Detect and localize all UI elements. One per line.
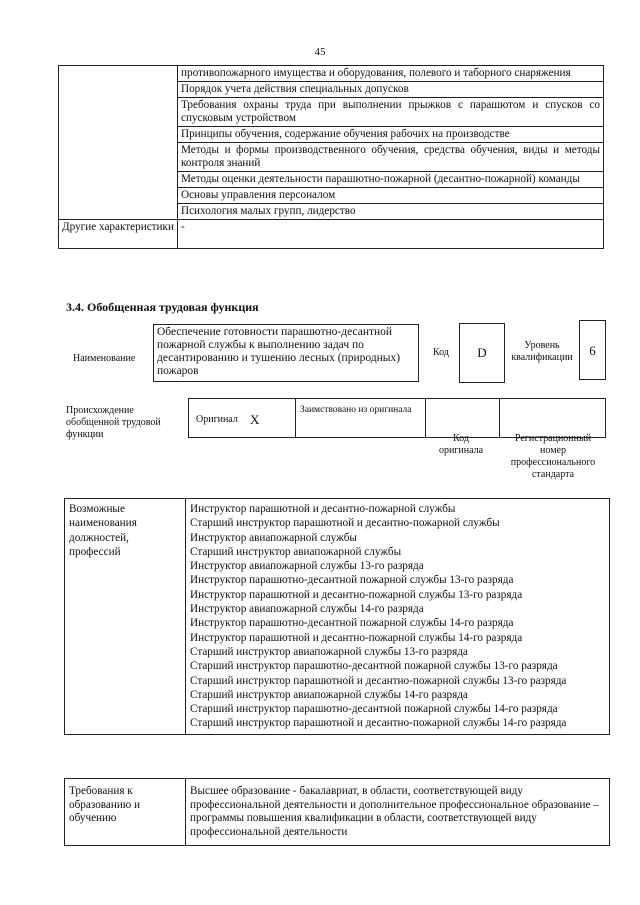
education-table [64, 778, 610, 846]
level-box [579, 320, 606, 380]
list-item: Инструктор парашютной и десантно-пожарной службы 14-го разряда [190, 631, 523, 644]
list-item: Старший инструктор авиапожарной службы 13-го разряда [190, 645, 468, 658]
other-characteristics-value: - [178, 220, 604, 249]
education-value: Высшее образование - бакалавриат, в области, соответствующей виду профессиональной деятельности и дополнительное профессиональное образование – программы повышения квалификации в области, соответствующей виду профессиональной деятельности [186, 779, 610, 846]
list-item: Старший инструктор парашютной и десантно-пожарной службы [190, 517, 500, 530]
registration-number-caption: Регистрационный номер профессионального стандарта [510, 433, 596, 480]
table-row: Принципы обучения, содержание обучения рабочих на производстве [178, 127, 604, 143]
table-row: противопожарного имущества и оборудования, полевого и таборного снаряжения [178, 66, 604, 82]
original-mark: X [250, 412, 260, 427]
divider [499, 398, 500, 438]
table-row: Порядок учета действия специальных допусков [178, 82, 604, 98]
table-row: Методы и формы производственного обучения, средства обучения, виды и методы контроля знаний [178, 143, 604, 172]
code-original-caption: Код оригинала [438, 433, 484, 456]
positions-label: Возможные наименования должностей, профессий [65, 499, 186, 735]
knowledge-table [58, 65, 604, 249]
list-item: Старший инструктор парашютной и десантно-пожарной службы 13-го разряда [190, 674, 567, 687]
original-label: Оригинал [196, 414, 238, 425]
table-row: Основы управления персоналом [178, 188, 604, 204]
origin-box [188, 398, 606, 438]
code-label: Код [433, 347, 449, 358]
list-item: Инструктор авиапожарной службы 14-го разряда [190, 603, 424, 616]
list-item: Инструктор парашютной и десантно-пожарной службы 13-го разряда [190, 588, 523, 601]
name-label: Наименование [73, 353, 136, 364]
list-item: Инструктор парашютно-десантной пожарной службы 13-го разряда [190, 574, 514, 587]
code-value: D [477, 345, 487, 360]
list-item: Старший инструктор авиапожарной службы 14-го разряда [190, 688, 468, 701]
list-item: Старший инструктор парашютно-десантной пожарной службы 14-го разряда [190, 703, 558, 716]
borrowed-label: Заимствовано из оригинала [300, 405, 412, 415]
divider [425, 398, 426, 438]
list-item: Старший инструктор парашютной и десантно-пожарной службы 14-го разряда [190, 717, 567, 730]
origin-label: Происхождение обобщенной трудовой функции [66, 405, 161, 440]
positions-table [64, 498, 610, 735]
education-label: Требования к образованию и обучению [65, 779, 186, 846]
list-item: Старший инструктор авиапожарной службы [190, 545, 402, 558]
table-row: Психология малых групп, лидерство [178, 204, 604, 220]
code-box [459, 323, 505, 383]
function-name-box: Обеспечение готовности парашютно-десантной пожарной службы к выполнению задач по десантированию и тушению лесных (природных) пожаров [153, 324, 419, 382]
list-item: Инструктор авиапожарной службы 13-го разряда [190, 560, 424, 573]
list-item: Инструктор авиапожарной службы [190, 531, 357, 544]
table-row: Методы оценки деятельности парашютно-пожарной (десантно-пожарной) команды [178, 172, 604, 188]
section-title: 3.4. Обобщенная трудовая функция [66, 300, 259, 314]
list-item: Инструктор парашютно-десантной пожарной службы 14-го разряда [190, 617, 514, 630]
list-item: Старший инструктор парашютно-десантной пожарной службы 13-го разряда [190, 660, 558, 673]
table-empty-cell [59, 66, 178, 220]
list-item: Инструктор парашютной и десантно-пожарной службы [190, 503, 456, 515]
divider [295, 398, 296, 438]
positions-list [186, 499, 610, 735]
table-row: Требования охраны труда при выполнении прыжков с парашютом и спусков со спусковым устройством [178, 98, 604, 127]
qualification-level-label: Уровень квалификации [511, 340, 573, 363]
page-number: 45 [314, 46, 326, 58]
level-value: 6 [589, 343, 596, 358]
other-characteristics-label: Другие характеристики [59, 220, 178, 249]
